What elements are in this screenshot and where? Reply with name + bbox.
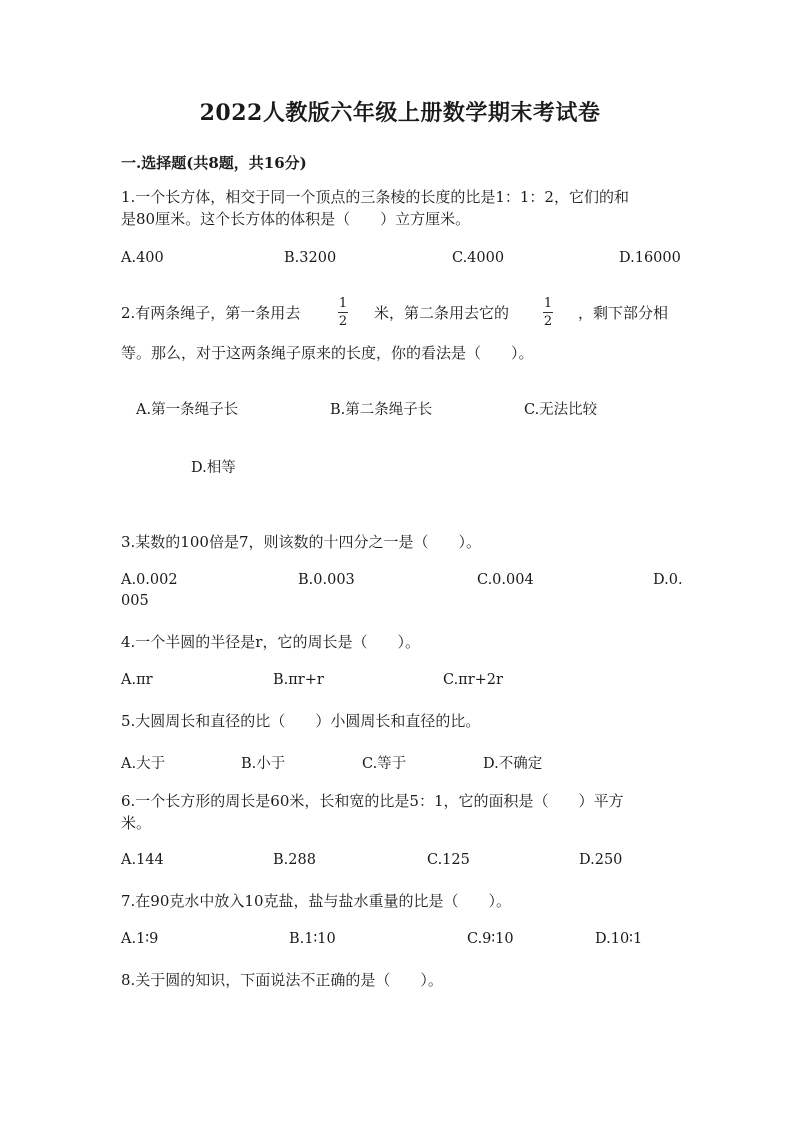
q2-option-a: A.第一条绳子长 bbox=[136, 402, 239, 418]
question-2-line-2: 等。那么，对于这两条绳子原来的长度，你的看法是（ ）。 bbox=[121, 344, 534, 362]
fraction-bar bbox=[338, 312, 348, 313]
fraction-one-half-b bbox=[543, 296, 553, 329]
fraction-numerator: 1 bbox=[543, 296, 553, 311]
fraction-one-half-a bbox=[338, 296, 348, 329]
q1-option-b: B.3200 bbox=[284, 250, 337, 266]
section-heading: 一.选择题(共8题，共16分) bbox=[121, 154, 307, 172]
q5-option-c: C.等于 bbox=[362, 756, 407, 772]
fraction-denominator: 2 bbox=[543, 314, 553, 329]
question-2-part-2: 米，第二条用去它的 bbox=[374, 304, 510, 322]
q5-option-a: A.大于 bbox=[121, 756, 166, 772]
fraction-bar bbox=[543, 312, 553, 313]
q3-option-a: A.0.002 bbox=[121, 572, 178, 588]
question-2-part-1: 2.有两条绳子，第一条用去 bbox=[121, 304, 301, 322]
question-5-line-1: 5.大圆周长和直径的比（ ）小圆周长和直径的比。 bbox=[121, 712, 481, 730]
question-1-line-1: 1.一个长方体，相交于同一个顶点的三条棱的长度的比是1：1：2，它们的和 bbox=[121, 188, 629, 206]
question-1-line-2: 是80厘米。这个长方体的体积是（ ）立方厘米。 bbox=[121, 210, 471, 228]
q4-option-b: B.πr+r bbox=[273, 672, 324, 688]
q3-option-c: C.0.004 bbox=[477, 572, 534, 588]
q6-option-a: A.144 bbox=[121, 852, 164, 868]
q3-option-d-wrap: 005 bbox=[121, 593, 149, 609]
q2-option-d: D.相等 bbox=[191, 460, 236, 476]
q1-option-c: C.4000 bbox=[452, 250, 505, 266]
q1-option-a: A.400 bbox=[121, 250, 164, 266]
question-7-line-1: 7.在90克水中放入10克盐，盐与盐水重量的比是（ ）。 bbox=[121, 892, 511, 910]
q5-option-b: B.小于 bbox=[241, 756, 286, 772]
q7-option-c: C.9∶10 bbox=[467, 931, 514, 947]
question-6-line-2: 米。 bbox=[121, 814, 152, 832]
q2-option-c: C.无法比较 bbox=[524, 402, 598, 418]
q3-option-b: B.0.003 bbox=[298, 572, 355, 588]
question-4-line-1: 4.一个半圆的半径是r，它的周长是（ ）。 bbox=[121, 633, 420, 651]
question-2-part-3: ，剩下部分相 bbox=[578, 304, 669, 322]
question-8-line-1: 8.关于圆的知识，下面说法不正确的是（ ）。 bbox=[121, 971, 443, 989]
q4-option-c: C.πr+2r bbox=[443, 672, 503, 688]
q7-option-d: D.10∶1 bbox=[595, 931, 643, 947]
q3-option-d: D.0. bbox=[653, 572, 683, 588]
q6-option-d: D.250 bbox=[579, 852, 623, 868]
q5-option-d: D.不确定 bbox=[483, 756, 543, 772]
q4-option-a: A.πr bbox=[121, 672, 153, 688]
question-3-line-1: 3.某数的100倍是7，则该数的十四分之一是（ ）。 bbox=[121, 533, 481, 551]
q7-option-a: A.1∶9 bbox=[121, 931, 159, 947]
q6-option-c: C.125 bbox=[427, 852, 470, 868]
q6-option-b: B.288 bbox=[273, 852, 316, 868]
q1-option-d: D.16000 bbox=[619, 250, 681, 266]
q2-option-b: B.第二条绳子长 bbox=[330, 402, 433, 418]
q7-option-b: B.1∶10 bbox=[289, 931, 336, 947]
page-title: 2022人教版六年级上册数学期末考试卷 bbox=[199, 100, 601, 126]
fraction-denominator: 2 bbox=[338, 314, 348, 329]
fraction-numerator: 1 bbox=[338, 296, 348, 311]
question-6-line-1: 6.一个长方形的周长是60米，长和宽的比是5：1，它的面积是（ ）平方 bbox=[121, 792, 624, 810]
